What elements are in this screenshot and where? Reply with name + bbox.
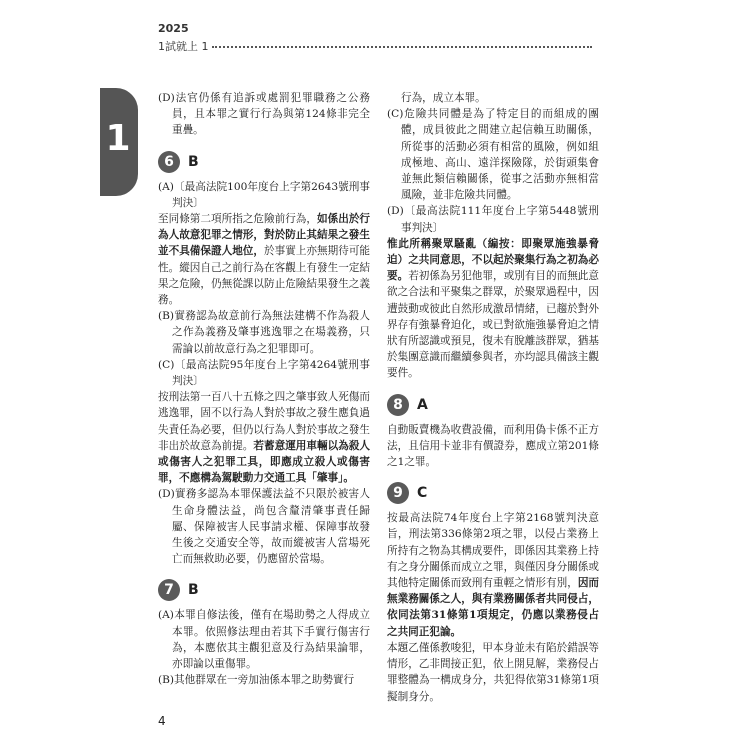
question-7-header — [158, 579, 370, 601]
q6-a-text-2: 於事實上亦無期待可能性。縱因自己之前行為在客觀上有發生一定結果之危險，仍無從課以防止危險結果發生之義務。 — [158, 245, 371, 307]
question-answer: C — [417, 485, 428, 502]
q6-a-body — [158, 211, 370, 308]
q8-body: 自動販賣機為收費設備，而利用偽卡係不正方法，且信用卡並非有價證券，應成立第201條之1之罪。 — [387, 423, 599, 469]
question-number-badge: 9 — [387, 482, 409, 504]
q7-d-reference: (D)〔最高法院111年度台上字第5448號刑事判決〕 — [387, 205, 599, 234]
question-answer: B — [188, 582, 199, 599]
question-answer: B — [188, 153, 199, 170]
question-number-badge: 7 — [158, 579, 180, 601]
question-number-badge: 8 — [387, 394, 409, 416]
header-dotted-rule — [212, 46, 592, 48]
header-year: 2025 — [158, 22, 189, 35]
q7-c: (C)危險共同體是為了特定目的而組成的團體，成員彼此之間建立起信賴互助關係，所從事的活動必須有相當的風險，例如組成極地、高山、遠洋探險隊，於街頭集會並無此類信賴關係，從事之活動亦無相當風險，並非危險共同體。 — [387, 108, 599, 202]
question-9-header — [387, 482, 599, 504]
q7-d-text: 若初係為另犯他罪，或別有目的而無此意欲之合法和平聚集之群眾，於聚眾過程中，因遭鼓動或彼此自然形成激昂情緒，已趨於對外界存有強暴脅迫化，或已對欲施強暴脅迫之情狀有所認識或預見，復未有脫離該群眾，猶基於集團意識而繼續參與者，亦均認具備該主觀要件。 — [387, 270, 600, 380]
question-6-header — [158, 151, 370, 173]
q6-a-text: 至同條第二項所指之危險前行為， — [158, 213, 318, 226]
q6-a-reference: (A)〔最高法院100年度台上字第2643號刑事判決〕 — [158, 180, 370, 209]
q9-body-2: 本題乙僅係教唆犯，甲本身並未有陷於錯誤等情形，乙非間接正犯，依上開見解，業務侵占罪整體為一構成身分，共犯得依第31條第1項擬制身分。 — [387, 641, 599, 703]
right-column — [387, 90, 599, 705]
q6-c-bold: 若蓄意運用車輛以為殺人或傷害人之犯罪工具，即應成立殺人或傷害罪，不應構為駕駛動力交通工具「肇事」。 — [158, 439, 371, 485]
chapter-number: 1 — [105, 118, 131, 159]
q7-d-body — [387, 236, 599, 382]
q7-b: (B)其他群眾在一旁加油係本罪之助勢實行 — [158, 674, 355, 687]
q7-d-bold: 惟此所稱聚眾騷亂（編按：即聚眾施強暴脅迫）之共同意思，不以起於聚集行為之初為必要。 — [387, 237, 599, 283]
q6-c-reference: (C)〔最高法院95年度台上字第4264號刑事判決〕 — [158, 358, 370, 388]
q9-bold: 因而無業務關係之人，與有業務關係者共同侵占，依同法第31條第1項規定，仍應以業務侵占之共同正犯論。 — [387, 577, 600, 638]
question-8-header — [387, 394, 599, 416]
page-number: 4 — [158, 714, 166, 728]
intro-option-d: (D)法官仍係有追訴或處罰犯罪職務之公務員，且本罪之實行行為與第124條非完全重疊。 — [158, 92, 370, 137]
q6-a-bold: 如係出於行為人故意犯罪之情形，對於防止其結果之發生並不具備保證人地位， — [158, 213, 371, 258]
q6-d: (D)實務多認為本罪保護法益不只限於被害人生命身體法益，尚包含釐清肇事責任歸屬、保障被害人民事請求權、保障事故發生後之交通安全等，故而縱被害人當場死亡而無救助必要，仍應留於當場。 — [158, 488, 370, 566]
q7-a: (A)本罪自修法後，僅有在場助勢之人得成立本罪。依照修法理由若其下手實行傷害行為，本應依其主觀犯意及行為結果論罪，亦即論以重傷罪。 — [158, 609, 370, 671]
q6-c-text: 按刑法第一百八十五條之四之肇事致人死傷而逃逸罪，固不以行為人對於事故之發生應負過失責任為必要，但仍以行為人對於事故之發生非出於故意為前提。 — [158, 391, 370, 452]
q6-b: (B)實務認為故意前行為無法建構不作為殺人之作為義務及肇事逃逸罪之在場義務，只需論以前故意行為之犯罪即可。 — [158, 310, 370, 355]
q6-c-body — [158, 389, 370, 486]
q9-body — [387, 510, 599, 640]
question-answer: A — [417, 396, 428, 413]
left-column — [158, 90, 370, 689]
header-title: 1試就上 1 — [158, 40, 209, 53]
q7-b-continued: 行為，成立本罪。 — [401, 92, 486, 104]
q9-text: 按最高法院74年度台上字第2168號判決意旨，刑法第336條第2項之罪，以侵占業務上所持有之物為其構成要件，即係因其業務上持有之身分關係而成立之罪，與僅因身分關係或其他特定關係而致刑有重輕之情形有別， — [387, 512, 599, 590]
question-number-badge: 6 — [158, 151, 180, 173]
